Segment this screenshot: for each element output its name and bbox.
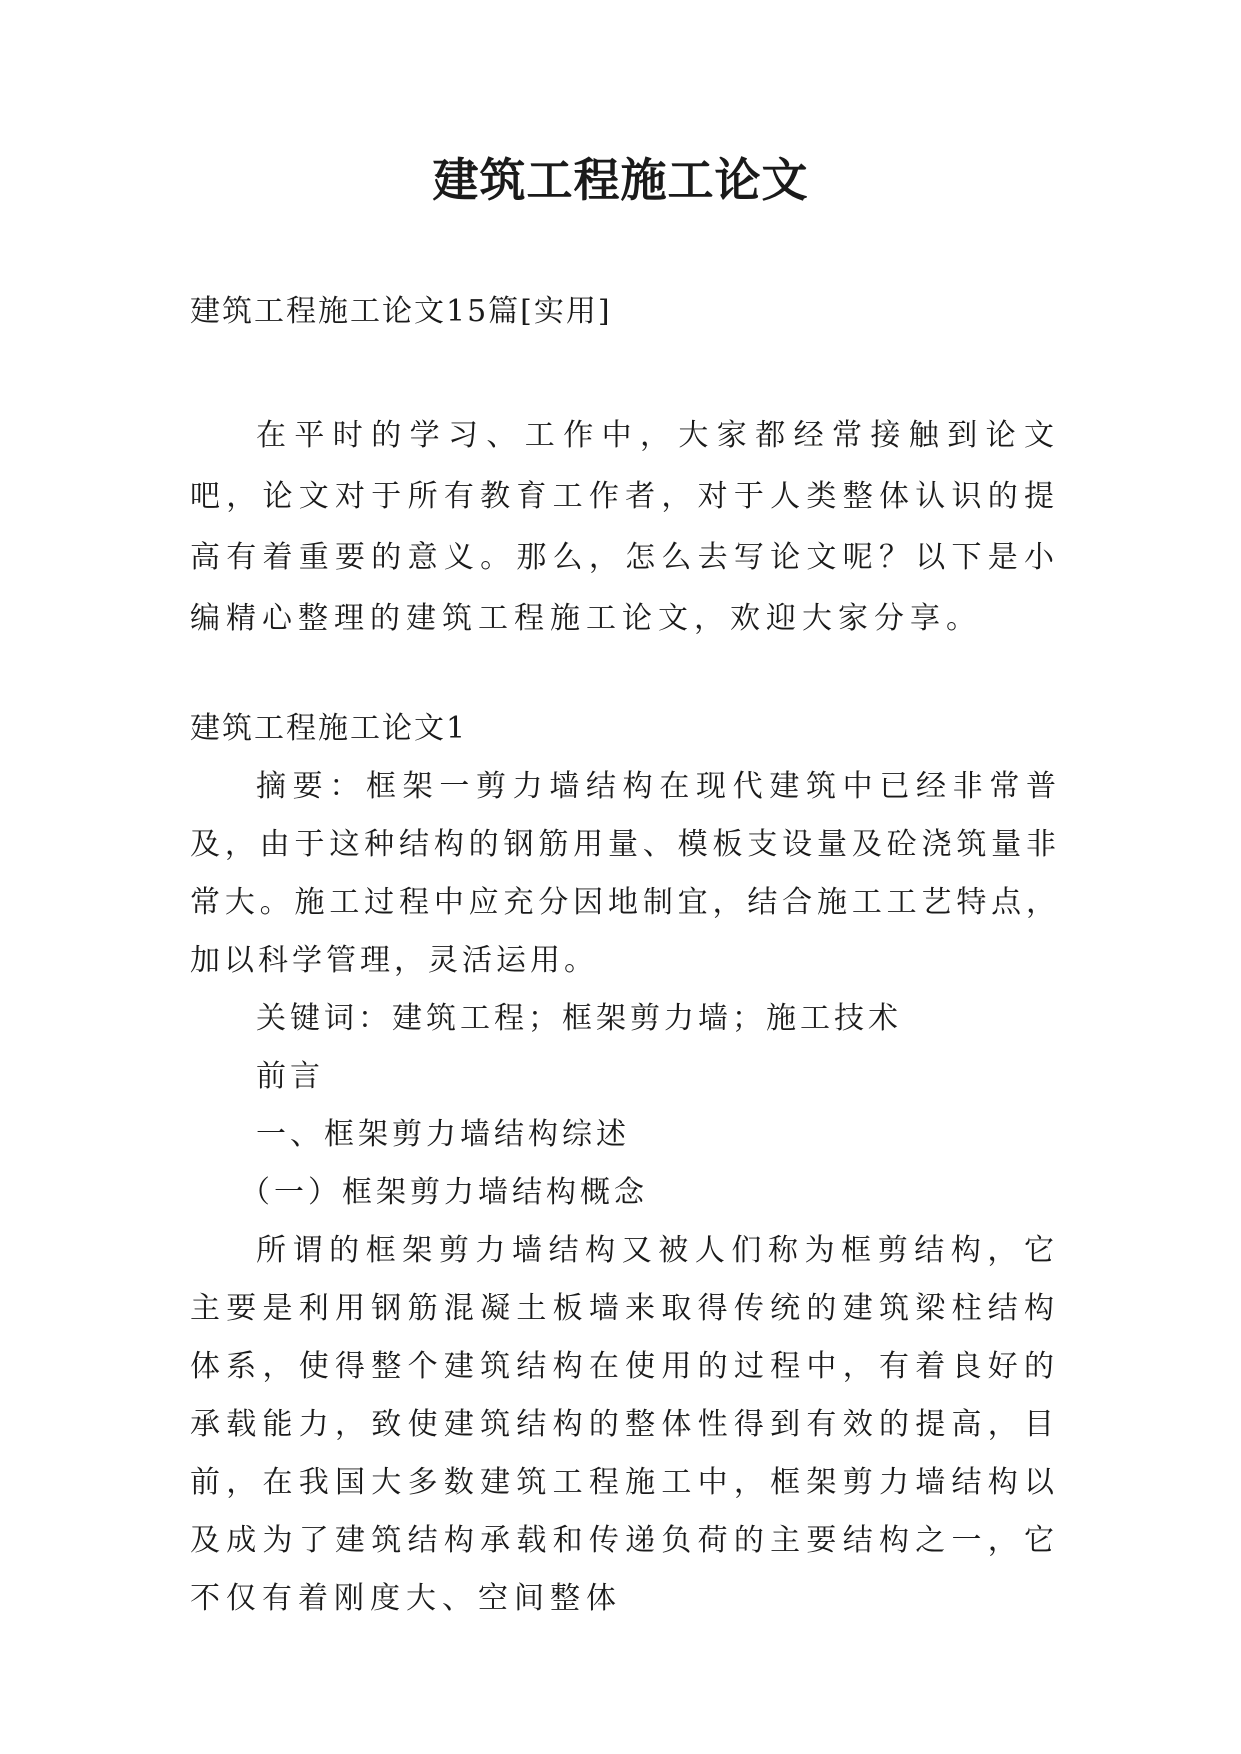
- body-paragraph: 所谓的框架剪力墙结构又被人们称为框剪结构，它主要是利用钢筋混凝土板墙来取得传统的建筑梁柱结构体系，使得整个建筑结构在使用的过程中，有着良好的承载能力，致使建筑结构的整体性得到有效的提高，目前，在我国大多数建筑工程施工中，框架剪力墙结构以及成为了建筑结构承载和传递负荷的主要结构之一，它不仅有着刚度大、空间整体: [190, 1233, 1060, 1616]
- document-title: 建筑工程施工论文: [432, 153, 809, 207]
- abstract-paragraph: 摘要：框架一剪力墙结构在现代建筑中已经非常普及，由于这种结构的钢筋用量、模板支设量及砼浇筑量非常大。施工过程中应充分因地制宜，结合施工工艺特点，加以科学管理，灵活运用。: [190, 769, 1060, 978]
- document-subtitle: 建筑工程施工论文15篇[实用]: [190, 294, 612, 329]
- article-body: [190, 700, 1060, 1628]
- section-title: 建筑工程施工论文1: [190, 711, 468, 746]
- heading-level-1: 一、框架剪力墙结构综述: [256, 1117, 630, 1152]
- heading-level-2: （一）框架剪力墙结构概念: [240, 1175, 648, 1210]
- preface-heading: 前言: [256, 1059, 324, 1094]
- keywords-line: 关键词：建筑工程；框架剪力墙；施工技术: [256, 1001, 902, 1036]
- intro-paragraph: 在平时的学习、工作中，大家都经常接触到论文吧，论文对于所有教育工作者，对于人类整体认识的提高有着重要的意义。那么，怎么去写论文呢？以下是小编精心整理的建筑工程施工论文，欢迎大家分享。: [190, 418, 1060, 636]
